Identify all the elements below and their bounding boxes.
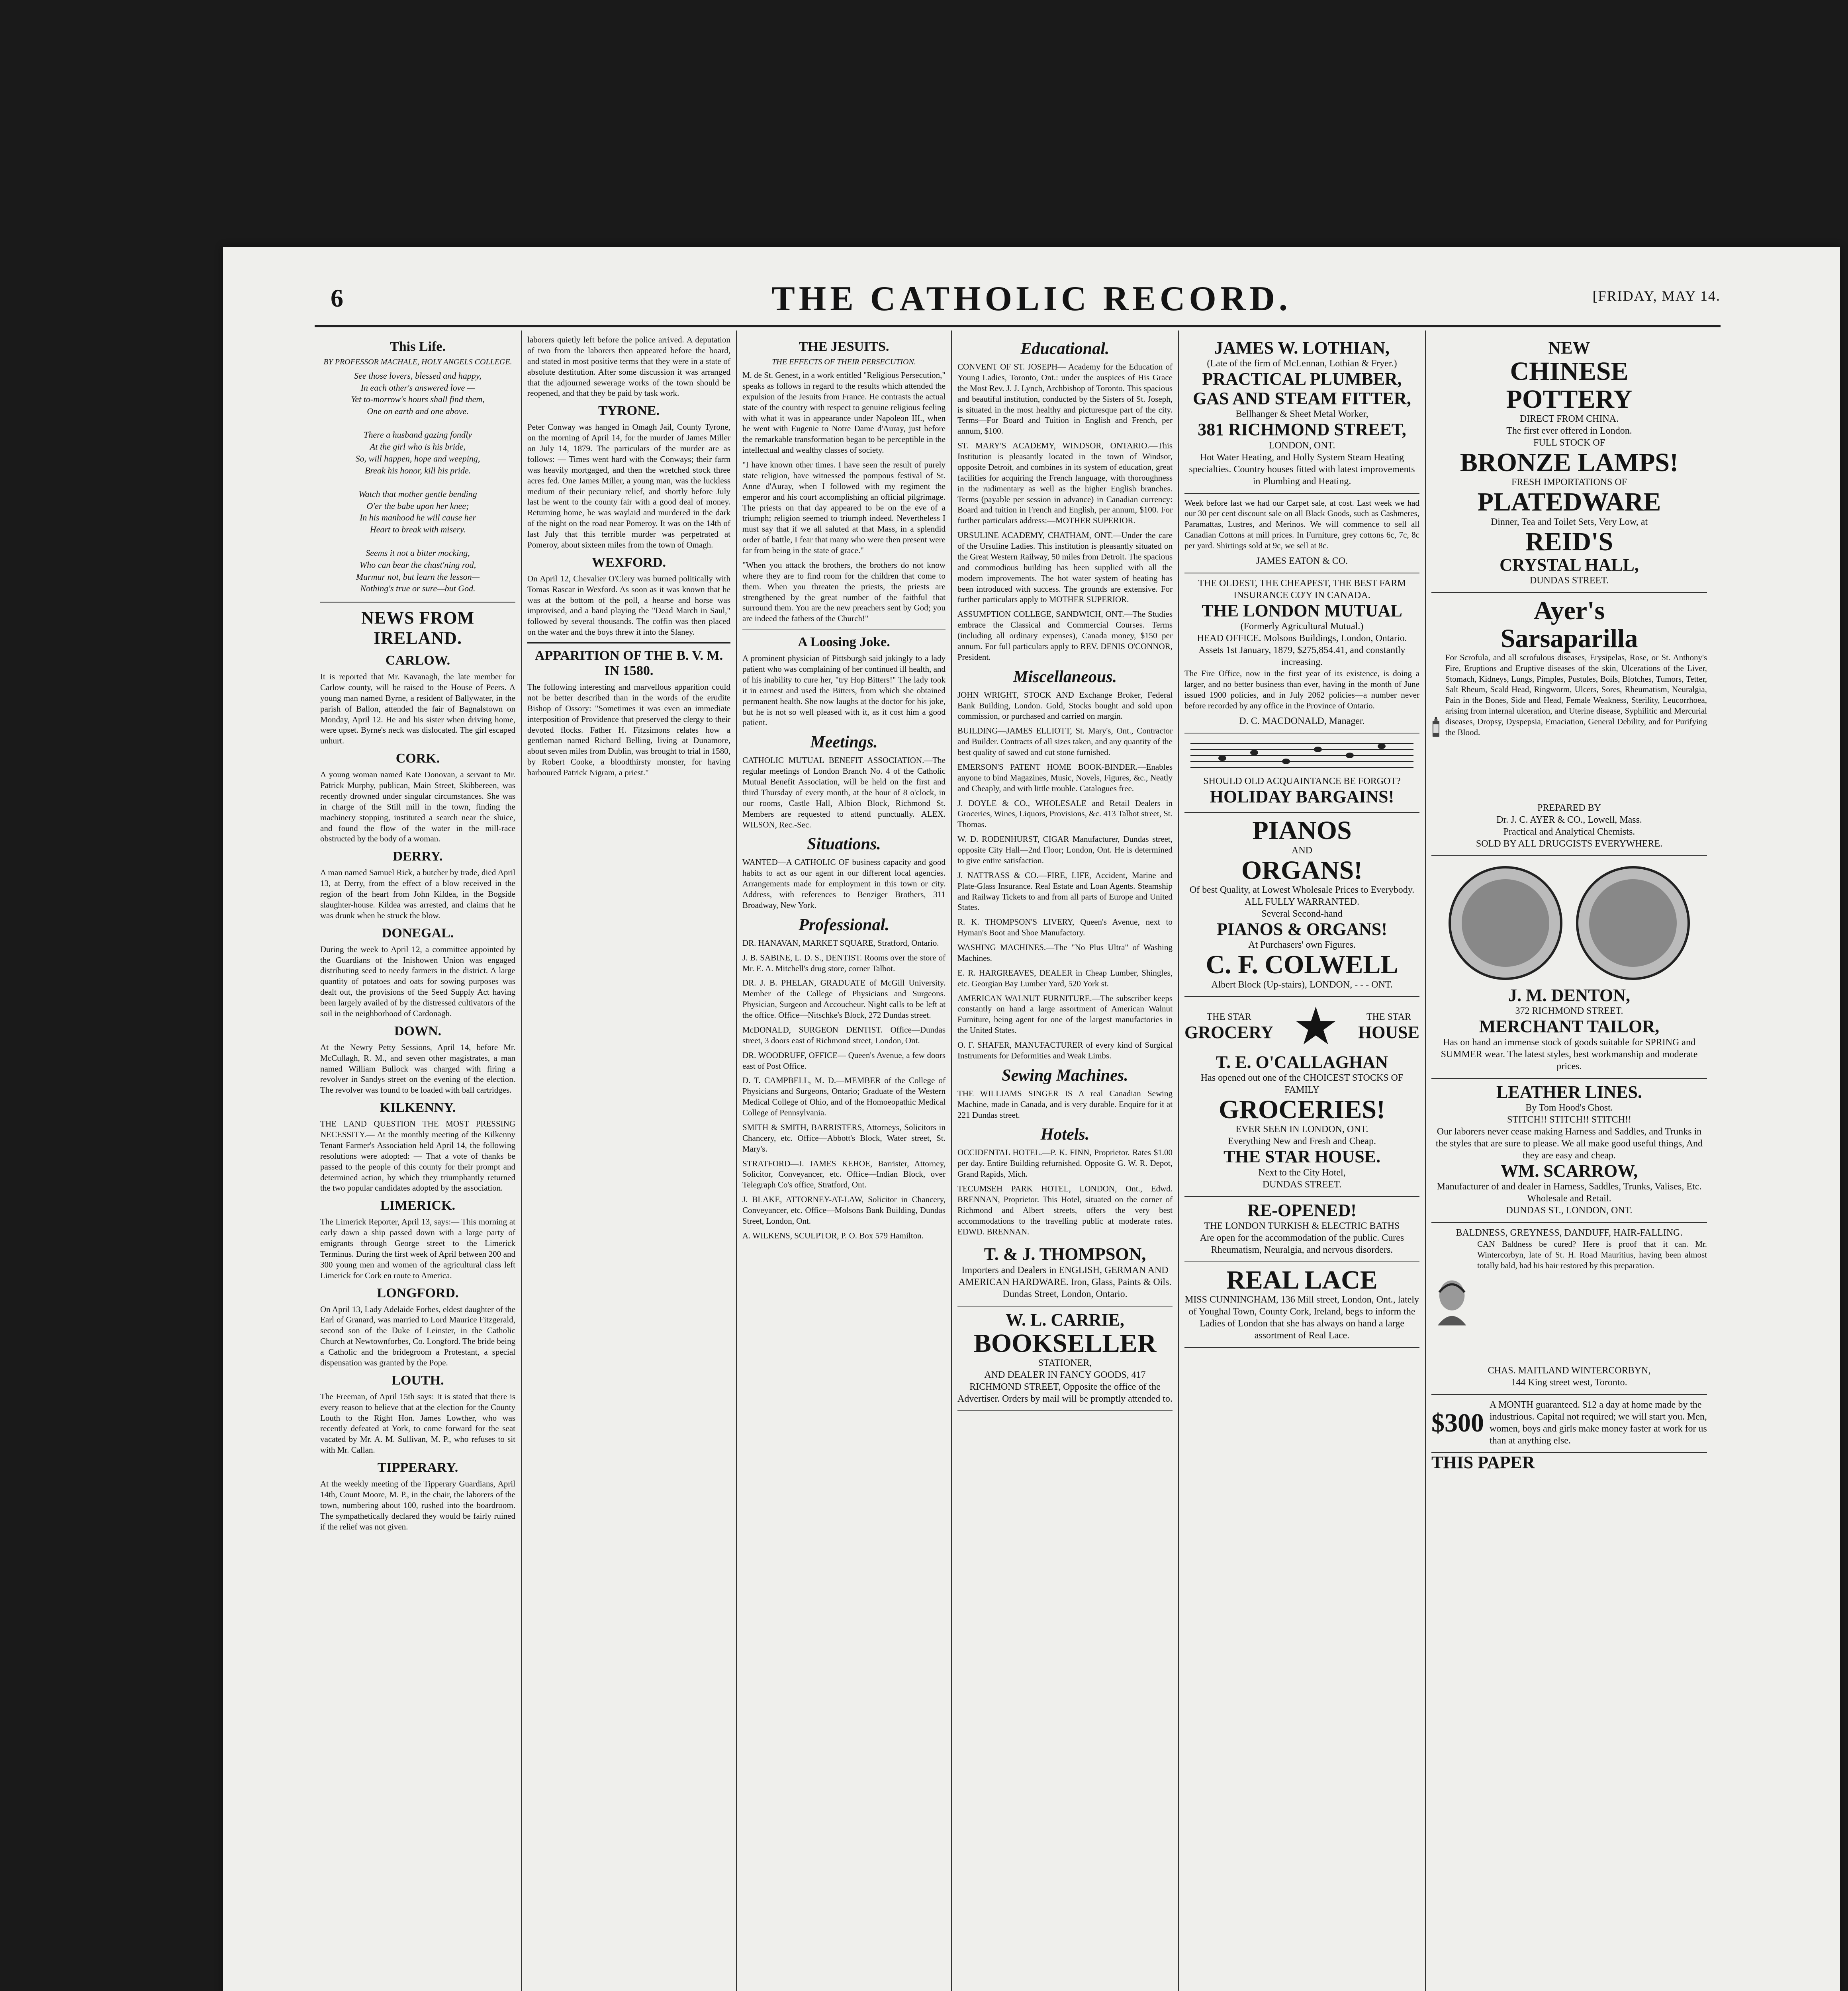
- loosing-joke-text: A prominent physician of Pittsburgh said jokingly to a lady patient who was complaining of her continued ill health, and of his inability to cure her, "try Hop Bitters!" The lady took it in earnest and used the Bitters, from which she obtained permanent health. She now laughs at the doctor for his joke, but he is not so well pleased with it, as it cost him a good patient.: [742, 653, 946, 728]
- column-5: [1179, 331, 1426, 1991]
- column-2: [522, 331, 737, 1991]
- prepared-by: PREPARED BY: [1537, 802, 1601, 813]
- lothian-name: JAMES W. LOTHIAN,: [1214, 338, 1390, 358]
- column-1: [315, 331, 522, 1991]
- lothian-ad: [1184, 334, 1419, 494]
- section-head: LOUTH.: [392, 1373, 444, 1388]
- hair-ad: [1431, 1223, 1707, 1395]
- crystal-hall: CRYSTAL HALL,: [1500, 555, 1639, 575]
- poem-title: This Life.: [390, 339, 446, 354]
- sewing-ad: THE WILLIAMS SINGER IS A real Canadian Sewing Machine, made in Canada, and is very durable. Enquire for it at 221 Dundas street.: [957, 1088, 1173, 1120]
- section-head: TIPPERARY.: [377, 1460, 458, 1475]
- denton-address: 372 RICHMOND STREET.: [1515, 1006, 1623, 1017]
- section-head: LONGFORD.: [377, 1285, 459, 1301]
- section-head: KILKENNY.: [380, 1100, 456, 1115]
- listing: TECUMSEH PARK HOTEL, LONDON, Ont., Edwd. BRENNAN, Proprietor. This Hotel, situated on the corner of Richmond and Albert streets, offers the very best accommodations to the travelling public at moderate rates. EDWD. BRENNAN.: [957, 1184, 1173, 1236]
- listing: E. R. HARGREAVES, DEALER in Cheap Lumber, Shingles, etc. Georgian Bay Lumber Yard, 520 York st.: [957, 968, 1173, 988]
- leather-ad: [1431, 1079, 1707, 1223]
- merchant-tailor: MERCHANT TAILOR,: [1479, 1017, 1660, 1037]
- newspaper-page: [223, 247, 1840, 1991]
- listing: J. NATTRASS & CO.—FIRE, LIFE, Accident, Marine and Plate-Glass Insurance. Real Estate and Loan Agents. Steamship and Railway Tickets to and from all parts of Europe and United States.: [957, 870, 1173, 912]
- jesuits-sub: THE EFFECTS OF THEIR PERSECUTION.: [772, 358, 916, 366]
- platedware: PLATEDWARE: [1477, 487, 1661, 517]
- section-text: During the week to April 12, a committee appointed by the Guardians of the Inishowen Union was engaged distributing seed to needy farmers in the district. A large quantity of potatoes and oats for sowing purposes was dealt out, the provisions of the Seed Supply Act having been largely availed of by the distressed cultivators of the soil in the neighborhood of Cardonagh.: [320, 944, 515, 1018]
- denton-name: J. M. DENTON,: [1508, 985, 1630, 1005]
- real-lace: REAL LACE: [1226, 1265, 1378, 1295]
- convent-ad: CONVENT OF ST. JOSEPH— Academy for the Education of Young Ladies, Toronto, Ont.: under the auspices of His Grace the Most Rev. J. J. Lynch, Archbishop of Toronto. This spacious and beautiful institution, conducted by the Sisters of St. Joseph, is situated in the most healthy and picturesque part of the city. Terms—For Board and Tuition in English and French, per annum, $100.: [957, 362, 1173, 436]
- section-head: CARLOW.: [385, 653, 450, 668]
- news-head: NEWS FROM IRELAND.: [361, 608, 474, 648]
- listing: WASHING MACHINES.—The "No Plus Ultra" of Washing Machines.: [957, 943, 1173, 963]
- carrie-ad: [957, 1306, 1173, 1412]
- section-text: At the weekly meeting of the Tipperary Guardians, April 14th, Count Moore, M. P., in the chair, the laborers of the town, numbering about 100, rushed into the boardroom. The sympathetically declared they would be fairly ruined if the relief was not given.: [320, 1479, 515, 1531]
- section-text: A man named Samuel Rick, a butcher by trade, died April 13, at Derry, from the effect of a blow received in the region of the heart from John Kildea, in the Bogside slaughter-house. Kildea was arrested, and claims that he was drunk when he struck the blow.: [320, 868, 515, 920]
- sarsaparilla-word: Sarsaparilla: [1500, 624, 1638, 653]
- section-head: DONEGAL.: [382, 925, 454, 941]
- section-head: LIMERICK.: [380, 1198, 455, 1213]
- money-amount: $300: [1431, 1408, 1484, 1438]
- leather-text: Our laborers never cease making Harness and Saddles, and Trunks in the styles that are sure to please. We all make good useful things, And they are easy and cheap.: [1435, 1127, 1703, 1161]
- ayer-chemists: Practical and Analytical Chemists.: [1503, 826, 1635, 837]
- jesuits-text-2: "I have known other times. I have seen the result of purely state religion, have witnessed the pompous festival of St. Anne d'Auray, when I followed with my regiment the emperor and his court accomplishing an official pilgrimage. The priests on that day appeared to be on the eve of a triumph; religion seemed to triumph indeed. Nevertheless I must say that if we all saluted at that Mass, in a splendid order of battle, I fear that many who were then present were far from being in the state of grace.": [742, 460, 946, 555]
- jesuits-text-1: M. de St. Genest, in a work entitled "Religious Persecution," speaks as follows in regard to the results which attended the expulsion of the Jesuits from France. He contrasts the actual state of the country with respect to genuine religious feeling with what it was in appearance under Napoleon III., when he went with Eugenie to Notre Dame d'Auray, just before the remarkable transformation began to be perceptible in the intellectual and wealthy classes of society.: [742, 370, 946, 455]
- lace-ad: [1184, 1262, 1419, 1348]
- pianos-organs: PIANOS & ORGANS!: [1217, 919, 1387, 939]
- hotels-head: Hotels.: [1040, 1125, 1090, 1144]
- dundas-street: DUNDAS STREET.: [1262, 1179, 1342, 1190]
- listing: D. T. CAMPBELL, M. D.—MEMBER of the College of Physicians and Surgeons, Ontario; Graduate of the Western Medical College of Ohio, and of the Homoeopathic Medical College of Pennsylvania.: [742, 1076, 946, 1117]
- listing: OCCIDENTAL HOTEL.—P. K. FINN, Proprietor. Rates $1.00 per day. Entire Building refurnished. Opposite G. W. R. Depot, Grand Rapids, Mich.: [957, 1148, 1173, 1179]
- listing: W. D. RODENHURST, CIGAR Manufacturer, Dundas street, opposite City Hall—2nd Floor; London, Ont. He is determined to give entire satisfaction.: [957, 834, 1173, 865]
- tyrone-article: Peter Conway was hanged in Omagh Jail, County Tyrone, on the morning of April 14, for the murder of James Miller on July 14, 1879. The particulars of the murder are as follows: — Times went hard with the Conways; their farm was heavily mortgaged, and then the wretched stock three acres fed. One James Miller, a young man, was the luckless medium of their pecuniary relief, and shortly before July last he went to the county fair with a good deal of money. Returning home, he was waylaid and murdered in the dark of the night on the road near Pomeroy. It was on the 14th of last July that this terrible murder was perpetrated at Pomeroy, about sixteen miles from the town of Omagh.: [527, 422, 730, 550]
- poem-byline: BY PROFESSOR MACHALE, HOLY ANGELS COLLEGE.: [323, 358, 512, 366]
- star-left: THE STAR: [1206, 1012, 1251, 1023]
- dateline: [FRIDAY, MAY 14.: [1592, 288, 1721, 304]
- listing: AMERICAN WALNUT FURNITURE.—The subscriber keeps constantly on hand a large assortment of American Walnut Furniture, being agent for one of the largest manufactories in the United States.: [957, 993, 1173, 1035]
- mutual-head: THE OLDEST, THE CHEAPEST, THE BEST FARM INSURANCE CO'Y IN CANADA.: [1198, 578, 1406, 600]
- thompson-ad: [957, 1241, 1173, 1306]
- wexford-article: On April 12, Chevalier O'Clery was burned politically with Tomas Rascar in Wexford. As soon as it was known that he was at the bottom of the poll, a hearse and horse was improvised, and a band playing the "Dead March in Saul," followed by several thousands. The coffin was then placed on the water and the boys threw it into the Slaney.: [527, 573, 730, 637]
- eaton-text: Week before last we had our Carpet sale, at cost. Last week we had our 30 per cent discount sale on all Black Goods, such as Cashmeres, Paramattas, Lustres, and Merinos. We will commence to sell all Canadian Cottons at mill prices. In Furniture, grey cottons 6c, 7c, 8c per yard. Shirtings sold at 9c, we sell at 8c.: [1184, 498, 1419, 551]
- leather-byline: By Tom Hood's Ghost.: [1525, 1103, 1613, 1113]
- secondhand: Several Second-hand: [1261, 908, 1343, 919]
- section-head: DERRY.: [393, 849, 443, 864]
- section-text: It is reported that Mr. Kavanagh, the late member for Carlow county, will be raised to the House of Peers. A young man named Byrne, a resident of Ballywater, in the parish of Ballon, attended the fair of Bagnalstown on Monday, April 12. He and his sister when driving home, were upset. Byrne's neck was dislocated. The girl escaped unhurt.: [320, 672, 515, 746]
- wintercorbyn-address: 144 King street west, Toronto.: [1511, 1377, 1627, 1388]
- reids: REID'S: [1525, 527, 1613, 556]
- educational-head: Educational.: [1020, 340, 1110, 358]
- meetings-head: Meetings.: [810, 733, 878, 752]
- section-text: THE LAND QUESTION THE MOST PRESSING NECESSITY.— At the monthly meeting of the Kilkenny Tenant Farmer's Association held April 14, the following resolutions were adopted: — That a vote of thanks be passed to the people of this county for their prompt and determined action, by which they triumphantly returned the two popular candidates adopted by the association.: [320, 1119, 515, 1193]
- star-grocery-ad: [1184, 997, 1419, 1197]
- carrie-stationer: STATIONER,: [1038, 1358, 1092, 1369]
- colwell-address: Albert Block (Up-stairs), LONDON, - - - ONT.: [1211, 979, 1393, 990]
- page-header: [223, 247, 1840, 323]
- ocallaghan-name: T. E. O'CALLAGHAN: [1216, 1052, 1388, 1072]
- stitch-line: STITCH!! STITCH!! STITCH!!: [1507, 1115, 1631, 1125]
- mutual-sub: (Formerly Agricultural Mutual.): [1240, 621, 1364, 632]
- music-caption: SHOULD OLD ACQUAINTANCE BE FORGOT?: [1203, 776, 1401, 786]
- ayers-text: For Scrofula, and all scrofulous diseases, Erysipelas, Rose, or St. Anthony's Fire, Eruptions and Eruptive diseases of the skin, Ulcerations of the Liver, Stomach, Kidneys, Lungs, Pimples, Pustules, Boils, Blotches, Tumors, Tetter, Salt Rheum, Scald Head, Ringworm, Ulcers, Sores, Rheumatism, Neuralgia, Pain in the Bones, Side and Head, Female Weakness, Sterility, Leucorrhoea, arising from internal ulceration, and Uterine disease, Syphilitic and Mercurial diseases, Dropsy, Dyspepsia, Emaciation, General Debility, and for Purifying the Blood.: [1445, 652, 1707, 737]
- grocery-word: GROCERY: [1184, 1023, 1274, 1042]
- colwell-name: C. F. COLWELL: [1206, 950, 1398, 980]
- holiday-bargains: HOLIDAY BARGAINS!: [1210, 786, 1394, 806]
- page-number: 6: [331, 284, 343, 312]
- apparition-head: APPARITION OF THE B. V. M. IN 1580.: [534, 648, 723, 678]
- miscellaneous-head: Miscellaneous.: [1013, 667, 1117, 686]
- star-right: THE STAR: [1366, 1012, 1411, 1023]
- column-3: [737, 331, 952, 1991]
- direct-china: DIRECT FROM CHINA.: [1519, 413, 1619, 424]
- mutual-text: The Fire Office, now in the first year of its existence, is doing a larger, and no better business than ever, having in the month of June issued 1900 policies, and in July 2062 policies—a number never before recorded by any office in the Province of Ontario.: [1184, 669, 1419, 710]
- music-ad: [1184, 733, 1419, 813]
- lothian-prev: (Late of the firm of McLennan, Lothian & Fryer.): [1207, 358, 1397, 369]
- ursuline-ad: URSULINE ACADEMY, CHATHAM, ONT.—Under the care of the Ursuline Ladies. This institution is pleasantly situated on the Great Western Railway, 50 miles from Detroit. The spacious and commodious building has been supplied with all the modern improvements. The hot water system of heating has been introduced with success. The grounds are extensive. For further particulars apply to MOTHER SUPERIOR.: [957, 530, 1173, 604]
- meetings-text: CATHOLIC MUTUAL BENEFIT ASSOCIATION.—The regular meetings of London Branch No. 4 of the Catholic Mutual Benefit Association, will be held on the first and third Thursday of every month, at the hour of 8 o'clock, in our rooms, Castle Hall, Albion Block, Richmond St. Members are requested to attend punctually. ALEX. WILSON, Rec.-Sec.: [742, 755, 946, 829]
- eaton-sign: JAMES EATON & CO.: [1256, 555, 1348, 566]
- sewing-head: Sewing Machines.: [1002, 1066, 1128, 1085]
- carrie-name: W. L. CARRIE,: [1006, 1310, 1124, 1330]
- scarrow-name: WM. SCARROW,: [1500, 1161, 1638, 1181]
- warranted: ALL FULLY WARRANTED.: [1244, 896, 1360, 907]
- mutual-office: HEAD OFFICE. Molsons Buildings, London, Ontario.: [1197, 633, 1407, 644]
- money-text: A MONTH guaranteed. $12 a day at home made by the industrious. Capital not required; we will start you. Men, women, boys and girls make money faster at work for us than at anything else.: [1490, 1400, 1707, 1446]
- mutual-sign: D. C. MACDONALD, Manager.: [1239, 716, 1365, 726]
- listing: SMITH & SMITH, BARRISTERS, Attorneys, Solicitors in Chancery, etc. Office—Abbott's Block, Water street, St. Mary's.: [742, 1122, 946, 1154]
- masthead-title: THE CATHOLIC RECORD.: [771, 280, 1292, 318]
- section-text: On April 13, Lady Adelaide Forbes, eldest daughter of the Earl of Granard, was married to Lord Maurice Fitzgerald, second son of the Duke of Leinster, in the Catholic Church at Newtownforbes, Co. Longford. The bride being a Catholic and the bridegroom a Protestant, a special dispensation was granted by the Pope.: [320, 1304, 515, 1367]
- listing: DR. HANAVAN, MARKET SQUARE, Stratford, Ontario.: [742, 938, 939, 948]
- section-text: The Freeman, of April 15th says: It is stated that there is every reason to believe that at the election for the County Louth to the Right Hon. James Lowther, who was recently defeated at York, to come forward for the seat vacated by Mr. A. M. Sullivan, M. P., who refuses to sit with Mr. Callan.: [320, 1391, 515, 1455]
- medal-icon: [1446, 863, 1693, 983]
- tyrone-head: TYRONE.: [598, 403, 660, 419]
- listing: A. WILKENS, SCULPTOR, P. O. Box 579 Hamilton.: [742, 1230, 924, 1240]
- pottery-ad: [1431, 334, 1707, 593]
- baths-ad: [1184, 1197, 1419, 1262]
- full-stock: FULL STOCK OF: [1533, 437, 1605, 448]
- listing: BUILDING—JAMES ELLIOTT, St. Mary's, Ont., Contractor and Builder. Contracts of all sizes taken, and any quantity of the best quality of sawed and cut stone furnished.: [957, 726, 1173, 757]
- divider: [742, 629, 946, 630]
- house-word: HOUSE: [1358, 1023, 1419, 1042]
- fresh-importations: FRESH IMPORTATIONS OF: [1511, 477, 1627, 488]
- new-word: NEW: [1548, 338, 1590, 358]
- listing: J. B. SABINE, L. D. S., DENTIST. Rooms over the store of Mr. E. A. Mitchell's drug store, corner Talbot.: [742, 952, 946, 973]
- groceries-title: GROCERIES!: [1218, 1095, 1386, 1124]
- section-text: The Limerick Reporter, April 13, says:— This morning at early dawn a ship passed down with a large party of emigrants through George street to the Limerick Terminus. During the first week of April between 200 and 300 young men and women of the agricultural class left Limerick for Cork en route to America.: [320, 1217, 515, 1280]
- lothian-trade: PRACTICAL PLUMBER, GAS AND STEAM FITTER,: [1193, 369, 1411, 408]
- chinese-word: CHINESE: [1510, 357, 1629, 386]
- listing: McDONALD, SURGEON DENTIST. Office—Dundas street, 3 doors east of Richmond street, London, Ont.: [742, 1025, 946, 1045]
- lothian-text: Hot Water Heating, and Holly System Steam Heating specialties. Country houses fitted with latest improvements in Plumbing and Heating.: [1189, 452, 1415, 487]
- listing: STRATFORD—J. JAMES KEHOE, Barrister, Attorney, Solicitor, Conveyancer, etc. Office—Indian Block, over Telegraph Co's office, Stratford, Ont.: [742, 1158, 946, 1190]
- denton-text: Has on hand an immense stock of goods suitable for SPRING and SUMMER wear. The latest styles, best workmanship and moderate prices.: [1441, 1037, 1698, 1072]
- bronze-lamps: BRONZE LAMPS!: [1460, 448, 1679, 477]
- assumption-ad: ASSUMPTION COLLEGE, SANDWICH, ONT.—The Studies embrace the Classical and Commercial Courses. Terms (including all ordinary expenses), Canada money, $150 per annum. For full particulars apply to REV. DENIS O'CONNOR, President.: [957, 609, 1173, 662]
- thompson-name: T. & J. THOMPSON,: [984, 1244, 1146, 1264]
- organs-title: ORGANS!: [1241, 855, 1363, 885]
- ayers-ad: [1431, 593, 1707, 856]
- leather-lines: LEATHER LINES.: [1496, 1082, 1642, 1102]
- st-marys-ad: ST. MARY'S ACADEMY, WINDSOR, ONTARIO.—This Institution is pleasantly located in the town of Windsor, opposite Detroit, and combines in its system of education, great facilities for acquiring the French language, with thoroughness in the rudimentary as well as the higher English branches. Terms (payable per session in advance) in Canadian currency: Board and tuition in French and English, per annum, $100. For further particulars address:—MOTHER SUPERIOR.: [957, 441, 1173, 526]
- jesuits-head: THE JESUITS.: [799, 339, 889, 354]
- mutual-name: THE LONDON MUTUAL: [1202, 600, 1402, 620]
- listing: DR. WOODRUFF, OFFICE— Queen's Avenue, a few doors east of Post Office.: [742, 1050, 946, 1071]
- first-offered: The first ever offered in London.: [1506, 425, 1632, 436]
- thompson-text: Importers and Dealers in ENGLISH, GERMAN AND AMERICAN HARDWARE. Iron, Glass, Paints & Oils. Dundas Street, London, Ontario.: [958, 1265, 1172, 1299]
- pianos-and: AND: [1292, 845, 1312, 856]
- listing: O. F. SHAFER, MANUFACTURER of every kind of Surgical Instruments for Deformities and Weak Limbs.: [957, 1040, 1173, 1060]
- listing: JOHN WRIGHT, STOCK AND Exchange Broker, Federal Bank Building, London. Gold, Stocks bought and sold upon commission, or purchased and carried on margin.: [957, 690, 1173, 721]
- star-house: THE STAR HOUSE.: [1223, 1147, 1381, 1167]
- section-text: At the Newry Petty Sessions, April 14, before Mr. McCullagh, R. M., and seven other magistrates, a man named William Bullock was charged with firing a revolver in Sandys street on the evening of the election. The revolver was found to be loaded with ball cartridges.: [320, 1042, 515, 1095]
- pottery-word: POTTERY: [1506, 384, 1633, 414]
- ever-seen: EVER SEEN IN LONDON, ONT.: [1235, 1124, 1368, 1135]
- section-head: CORK.: [395, 751, 440, 766]
- miscellaneous-listings: [957, 690, 1173, 1061]
- masthead-rule: [315, 325, 1721, 327]
- scarrow-address: DUNDAS ST., LONDON, ONT.: [1506, 1205, 1633, 1216]
- eaton-ad: [1184, 494, 1419, 573]
- divider: [527, 642, 730, 643]
- dundas-street: DUNDAS STREET.: [1529, 575, 1609, 586]
- poem-text: See those lovers, blessed and happy, In each other's answered love — Yet to-morrow's hours shall find them, One on earth and one above. There a husband gazing fondly At the girl who is his bride, So, will happen, hope and weeping, Break his honor, kill his pride. Watch that mother gentle bending O'er the babe upon her knee; In his manhood he will cause her Heart to break with misery. Seems it not a bitter mocking, Who can bear the chast'ning rod, Murmur not, but learn the lesson— Nothing's true or sure—but God.: [351, 371, 485, 594]
- purchasers-figures: At Purchasers' own Figures.: [1248, 940, 1356, 951]
- ayer-company: Dr. J. C. AYER & CO., Lowell, Mass.: [1496, 814, 1642, 825]
- section-text: A young woman named Kate Donovan, a servant to Mr. Patrick Murphy, publican, Main Street, Skibbereen, was recently drowned under singular circumstances. She was in charge of the Still mill in the town, finding the machinery stopping, instituted a search near the sluice, and found the flow of the water in the mill-race obstructed by the body of a woman.: [320, 770, 515, 844]
- lothian-address: 381 RICHMOND STREET,: [1198, 420, 1406, 440]
- opened-text: Has opened out one of the CHOICEST STOCKS OF FAMILY: [1200, 1072, 1404, 1095]
- lothian-sub: Bellhanger & Sheet Metal Worker,: [1235, 409, 1368, 420]
- carrie-bookseller: BOOKSELLER: [973, 1329, 1157, 1358]
- mutual-assets: Assets 1st January, 1879, $275,854.41, and constantly increasing.: [1198, 645, 1406, 668]
- hotel-listings: [957, 1147, 1173, 1237]
- news-sections: [320, 653, 515, 1532]
- organs-text: Of best Quality, at Lowest Wholesale Prices to Everybody.: [1189, 884, 1415, 895]
- columns: [315, 331, 1721, 1991]
- column-4: [952, 331, 1179, 1991]
- portrait-icon: [1431, 1242, 1472, 1361]
- wintercorbyn-name: CHAS. MAITLAND WINTERCORBYN,: [1488, 1365, 1651, 1376]
- lothian-city: LONDON, ONT.: [1269, 440, 1335, 451]
- medicine-bottle-icon: [1431, 655, 1441, 799]
- reopened: RE-OPENED!: [1247, 1200, 1357, 1220]
- money-ad: [1431, 1395, 1707, 1453]
- baldness-head: BALDNESS, GREYNESS, DANDUFF, HAIR-FALLING.: [1456, 1228, 1683, 1238]
- listing: J. BLAKE, ATTORNEY-AT-LAW, Solicitor in Chancery, Conveyancer, etc. Office—Molsons Bank Building, Dundas Street, London, Ont.: [742, 1195, 946, 1226]
- mutual-ad: [1184, 573, 1419, 733]
- situations-head: Situations.: [807, 835, 881, 854]
- jesuits-text-3: "When you attack the brothers, the brothers do not know where they are to find room for the children that come to them. When you threaten the priests, the priests are strengthened by the great number of the faithful that surround them. You are the new preachers sent by God; you are indeed the fathers of the Church!": [742, 560, 946, 624]
- laborers-article: laborers quietly left before the police arrived. A deputation of two from the laborers then appeared before the board, and stated in most positive terms that they were in a state of absolute destitution. After some discussion it was arranged that the adjourned sewerage works of the town should be reopened, and that they be paid by task work.: [527, 335, 730, 398]
- hair-text: CAN Baldness be cured? Here is proof that it can. Mr. Wintercorbyn, late of St. H. Road Mauritius, having been almost totally bald, had his hair restored by this preparation.: [1477, 1239, 1707, 1271]
- section-head: DOWN.: [394, 1023, 442, 1039]
- music-staff-icon: [1190, 737, 1413, 773]
- listing: J. DOYLE & CO., WHOLESALE and Retail Dealers in Groceries, Wines, Liquors, Provisions, &c. 413 Talbot street, St. Thomas.: [957, 798, 1173, 829]
- wexford-head: WEXFORD.: [591, 555, 666, 570]
- column-6: [1426, 331, 1713, 1991]
- denton-ad: [1431, 856, 1707, 1079]
- everything-text: Everything New and Fresh and Cheap.: [1228, 1136, 1376, 1147]
- star-icon: ★: [1292, 998, 1339, 1056]
- listing: DR. J. B. PHELAN, GRADUATE of McGill University. Member of the College of Physicians and Surgeons. Physician, Surgeon and Accoucheur. Night calls to be left at the office. Office—Nitschke's Block, 272 Dundas street.: [742, 978, 946, 1020]
- next-to: Next to the City Hotel,: [1258, 1167, 1346, 1178]
- turkish-baths: THE LONDON TURKISH & ELECTRIC BATHS: [1204, 1220, 1400, 1231]
- scarrow-text: Manufacturer of and dealer in Harness, Saddles, Trunks, Valises, Etc. Wholesale and Retail.: [1437, 1181, 1702, 1204]
- baths-text: Are open for the accommodation of the public. Cures Rheumatism, Neuralgia, and nervous disorders.: [1200, 1232, 1404, 1255]
- apparition-article: The following interesting and marvellous apparition could not be better described than in the words of the erudite Bishop of Ossory: "Sometimes it was even an immediate interposition of Providence that preserved the clergy to their devoted flocks. Father H. Fitzsimons relates how a gentleman named Richard Belling, living at Dunamore, about seven miles from Dublin, was brought to trial in 1580, by Robert Cooke, a bloodthirsty monster, for having harboured Patrick Nigram, a priest.": [527, 682, 730, 777]
- loosing-joke-head: A Loosing Joke.: [798, 635, 890, 650]
- pianos-ad: [1184, 813, 1419, 997]
- ayers-word: Ayer's: [1533, 596, 1605, 626]
- divider: [320, 602, 515, 603]
- pianos-title: PIANOS: [1252, 816, 1352, 845]
- professional-listings: [742, 938, 946, 1241]
- this-paper: THIS PAPER: [1431, 1453, 1535, 1473]
- listing: EMERSON'S PATENT HOME BOOK-BINDER.—Enables anyone to bind Magazines, Music, Novels, Figures, &c., Neatly and Cheaply, and with little trouble. Catalogues free.: [957, 762, 1173, 793]
- dinner-sets: Dinner, Tea and Toilet Sets, Very Low, at: [1490, 516, 1648, 527]
- sold-by: SOLD BY ALL DRUGGISTS EVERYWHERE.: [1476, 838, 1663, 849]
- situations-text: WANTED—A CATHOLIC OF business capacity and good habits to act as our agent in our different local agencies. Arrangements made for employment in this town or city. Address, with references to Benziger Brothers, 311 Broadway, New York.: [742, 857, 946, 910]
- listing: R. K. THOMPSON'S LIVERY, Queen's Avenue, next to Hyman's Boot and Shoe Manufactory.: [957, 917, 1173, 938]
- lace-text: MISS CUNNINGHAM, 136 Mill street, London, Ont., lately of Youghal Town, County Cork, Ireland, begs to inform the Ladies of London that she has always on hand a large assortment of Real Lace.: [1185, 1295, 1419, 1341]
- carrie-text: AND DEALER IN FANCY GOODS, 417 RICHMOND STREET, Opposite the office of the Advertiser. Orders by mail will be promptly attended to.: [957, 1370, 1173, 1404]
- professional-head: Professional.: [799, 915, 889, 934]
